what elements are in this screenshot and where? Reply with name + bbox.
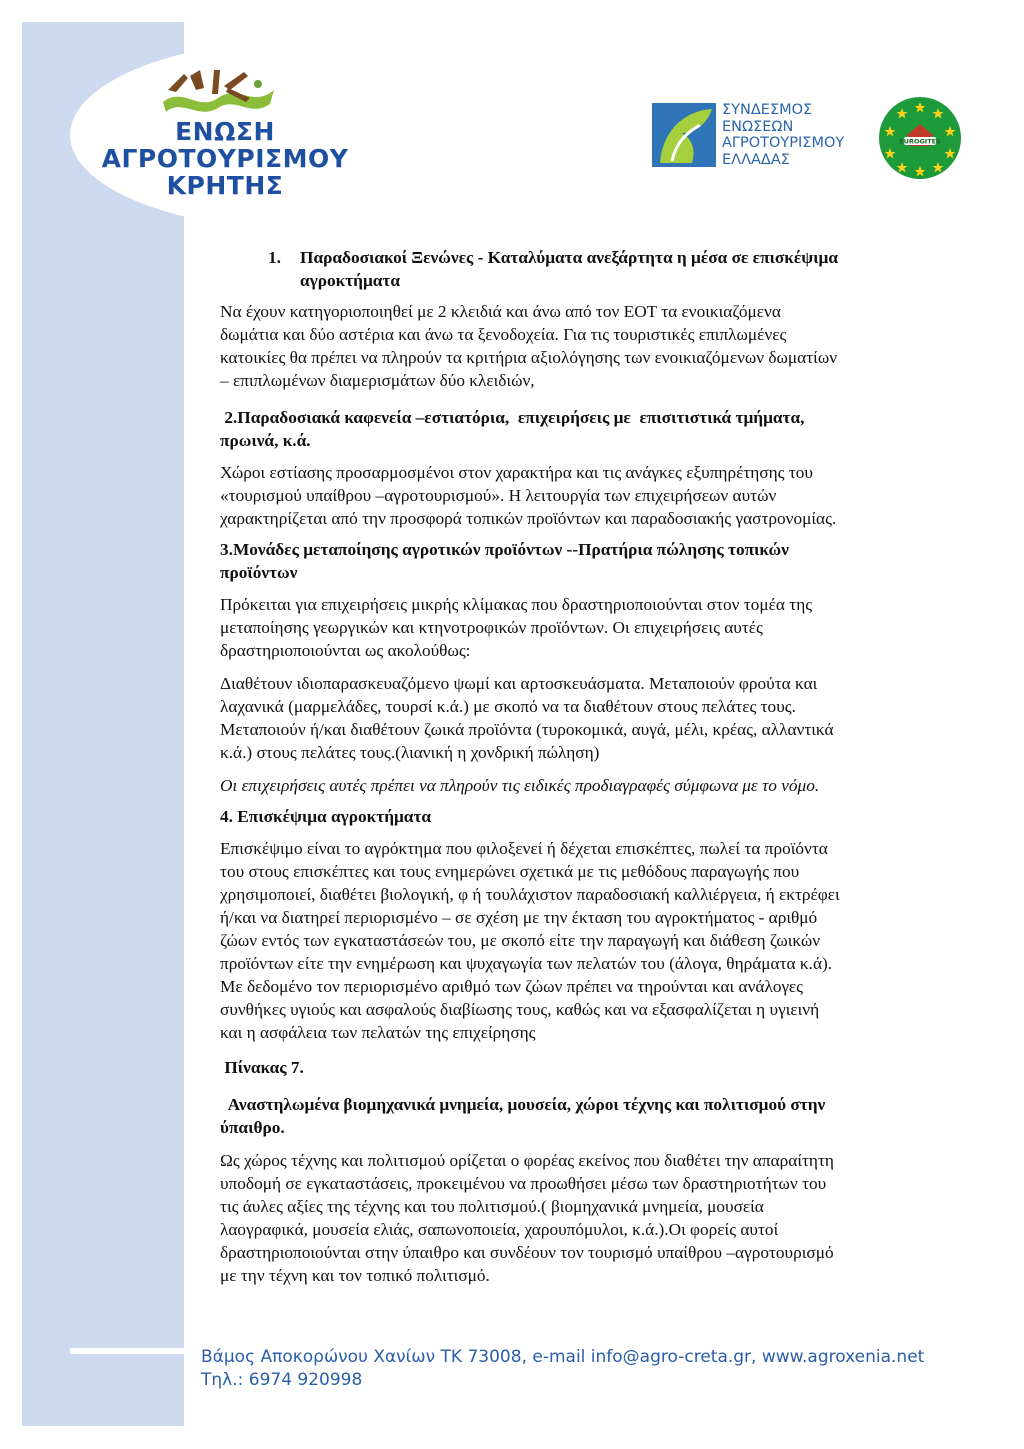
- paragraph: [220, 300, 960, 392]
- text-line: προϊόντων είτε την ενημέρωση και ψυχαγωγία των πελατών του (άλογα, θηράματα κ.ά).: [220, 954, 833, 973]
- section-heading-2: [220, 406, 960, 452]
- syndesmos-logo-text: [722, 102, 844, 168]
- heading-line: Παραδοσιακοί Ξενώνες - Καταλύματα ανεξάρτητα η μέσα σε επισκέψιμα: [300, 248, 838, 267]
- paragraph: [220, 837, 960, 1044]
- text-line: υποδομή σε εγκαταστάσεις, προκειμένου να προωθήσει μέσω των δραστηριοτήτων του: [220, 1174, 827, 1193]
- heading-line: Αναστηλωμένα βιομηχανικά μνημεία, μουσεία, χώροι τέχνης και πολιτισμού στην: [220, 1095, 826, 1114]
- section-heading-1: [220, 246, 960, 292]
- section-heading-5: [220, 1093, 960, 1139]
- text-line: μεταποίησης γεωργικών και κτηνοτροφικών προϊόντων. Οι επιχειρήσεις αυτές: [220, 618, 763, 637]
- section-heading-4: [220, 805, 960, 828]
- document-body: [220, 246, 960, 1287]
- text-line: «τουρισμού υπαίθρου –αγροτουρισμού». Η λειτουργία των επιχειρήσεων αυτών: [220, 486, 777, 505]
- heading-line: ύπαιθρο.: [220, 1118, 285, 1137]
- text-line: Διαθέτουν ιδιοπαρασκευαζόμενο ψωμί και αρτοσκευάσματα. Μεταποιούν φρούτα και: [220, 674, 818, 693]
- logo-title: [90, 118, 360, 199]
- text-line: κατοικίες θα πρέπει να πληρούν τα κριτήρια αξιολόγησης των ενοικιαζόμενων δωματίων: [220, 348, 838, 367]
- text-line: Επισκέψιμο είναι το αγρόκτημα που φιλοξενεί ή δέχεται επισκέπτες, πωλεί τα προϊόντα: [220, 839, 828, 858]
- heading-line: 3.Μονάδες μεταποίησης αγροτικών προϊόντων --Πρατήρια πώλησης τοπικών: [220, 540, 789, 559]
- footer: [201, 1346, 924, 1392]
- syndesmos-leaf-icon: [652, 103, 716, 167]
- text-line: χαρακτηρίζεται από την προσφορά τοπικών προϊόντων και παραδοσιακής γαστρονομίας.: [220, 509, 837, 528]
- text-line: Ως χώρος τέχνης και πολιτισμού ορίζεται ο φορέας εκείνος που διαθέτει την απαραίτητη: [220, 1151, 834, 1170]
- text-line: Χώροι εστίασης προσαρμοσμένοι στον χαρακτήρα και τις ανάγκες εξυπηρέτησης του: [220, 463, 813, 482]
- text-line: χρησιμοποιεί, διαθέτει βιολογική, φ ή τουλάχιστον παραδοσιακή καλλιέργεια, ή εκτρέφει: [220, 885, 840, 904]
- text-line: Να έχουν κατηγοριοποιηθεί με 2 κλειδιά και άνω από τον ΕΟΤ τα ενοικιαζόμενα: [220, 302, 781, 321]
- text-line: Μεταποιούν ή/και διαθέτουν ζωικά προϊόντα (τυροκομικά, αυγά, μέλι, κρέας, αλλαντικά: [220, 720, 834, 739]
- text-line: κ.ά.) στους πελάτες τους.(λιανική η χονδρική πώληση): [220, 743, 600, 762]
- eurogites-label: EUROGITES: [899, 137, 941, 146]
- paragraph: [220, 593, 960, 662]
- syndesmos-line: ΣΥΝΔΕΣΜΟΣ: [722, 102, 813, 118]
- text-line: ή/και να διατηρεί περιορισμένο – σε σχέση με την έκταση του αγροκτήματος - αριθμό: [220, 908, 818, 927]
- heading-line: αγροκτήματα: [300, 271, 401, 290]
- side-band: [22, 22, 184, 1426]
- text-line: συνθήκες υγιούς και ασφαλούς διαβίωσης τους, καθώς και να εξασφαλίζεται η υγιεινή: [220, 1000, 820, 1019]
- syndesmos-line: ΕΝΩΣΕΩΝ: [722, 118, 794, 135]
- text-line: δωμάτια και δύο αστέρια και άνω τα ξενοδοχεία. Για τις τουριστικές επιπλωμένες: [220, 325, 787, 344]
- italic-note: Οι επιχειρήσεις αυτές πρέπει να πληρούν τις ειδικές προδιαγραφές σύμφωνα με το νόμο.: [220, 776, 820, 795]
- syndesmos-line: ΕΛΛΑΔΑΣ: [722, 151, 790, 168]
- heading-line: 4. Επισκέψιμα αγροκτήματα: [220, 807, 432, 826]
- text-line: λαογραφικά, μουσεία ελιάς, σαπωνοποιεία, χαρουπόμυλοι, κ.ά.).Οι φορείς αυτοί: [220, 1220, 779, 1239]
- table-caption: [220, 1056, 960, 1079]
- footer-address: Βάμος Αποκορώνου Χανίων ΤΚ 73008, e-mail info@agro-creta.gr, www.agroxenia.net: [201, 1347, 925, 1367]
- text-line: Με δεδομένο τον περιορισμένο αριθμό των ζώων πρέπει να τηρούνται και ανάλογες: [220, 977, 803, 996]
- footer-phone: Τηλ.: 6974 920998: [201, 1370, 363, 1390]
- cretan-ak-olive-logo-icon: [158, 68, 278, 118]
- paragraph: [220, 461, 960, 530]
- section-heading-3: [220, 538, 960, 584]
- paragraph: [220, 1149, 960, 1287]
- logo-title-line: ΚΡΗΤΗΣ: [166, 171, 284, 200]
- heading-line: πρωινά, κ.ά.: [220, 431, 311, 450]
- text-line: και η ασφάλεια των πελατών της επιχείρησης: [220, 1023, 536, 1042]
- text-line: λαχανικά (μαρμελάδες, τουρσί κ.ά.) με σκοπό να τα διαθέτουν στους πελάτες τους.: [220, 697, 796, 716]
- text-line: δραστηριοποιούνται στην ύπαιθρο και συνδέουν τον τουρισμό υπαίθρου –αγροτουρισμό: [220, 1243, 834, 1262]
- logo-title-line: ΕΝΩΣΗ: [175, 117, 275, 146]
- section-number: 1.: [268, 248, 281, 267]
- text-line: τις άυλες αξίες της τέχνης και του πολιτισμού.( βιομηχανικά μνημεία, μουσεία: [220, 1197, 764, 1216]
- syndesmos-logo: [652, 100, 862, 170]
- enosi-agrotourismou-kritis-logo: [90, 68, 360, 208]
- text-line: του στους επισκέπτες και τους ενημερώνει σχετικά με τις μεθόδους παραγωγής που: [220, 862, 800, 881]
- syndesmos-line: ΑΓΡΟΤΟΥΡΙΣΜΟΥ: [722, 135, 845, 151]
- section-heading-text: [300, 246, 838, 292]
- logo-title-line: ΑΓΡΟΤΟΥΡΙΣΜΟΥ: [101, 144, 349, 173]
- text-line: – επιπλωμένων διαμερισμάτων δύο κλειδιών,: [220, 371, 535, 390]
- heading-line: προϊόντων: [220, 563, 298, 582]
- text-line: δραστηριοποιούνται ως ακολούθως:: [220, 641, 471, 660]
- heading-line: 2.Παραδοσιακά καφενεία –εστιατόρια, επιχειρήσεις με επισιτιστικά τμήματα,: [220, 408, 805, 427]
- heading-line: Πίνακας 7.: [220, 1058, 304, 1077]
- paragraph: [220, 672, 960, 764]
- eurogites-logo-icon: [878, 96, 962, 180]
- text-line: με την τέχνη και τον τοπικό πολιτισμό.: [220, 1266, 490, 1285]
- text-line: Πρόκειται για επιχειρήσεις μικρής κλίμακας που δραστηριοποιούνται στον τομέα της: [220, 595, 813, 614]
- text-line: ζώων εντός των εγκαταστάσεών του, με σκοπό είτε την παραγωγή και διάθεση ζωικών: [220, 931, 821, 950]
